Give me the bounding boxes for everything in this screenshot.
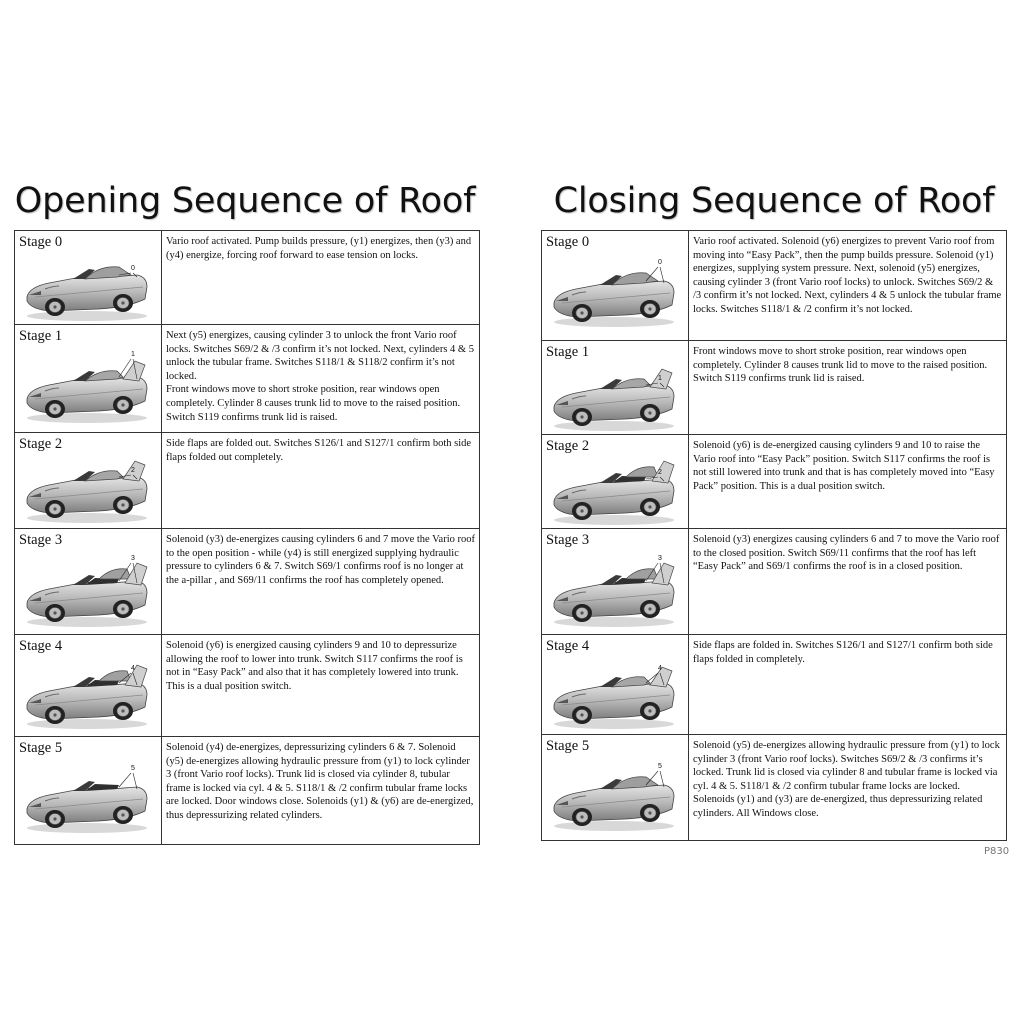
table-row <box>542 635 1007 735</box>
stage-description: Vario roof activated. Solenoid (y6) energizes to prevent Vario roof from moving into “Easy Pack”, then the pump builds pressure. Solenoid (y1) energizes, supplying system pressure. Next, solenoid (y5) energizes, causing cylinder 3 (front Vario roof locks) to unlock. Switches S69/2 & /3 confirm it’s not locked. Next, cylinders 4 & 5 unlock the tubular frame locks. Switches S118/1 & /2 confirm it’s not locked. <box>689 231 1007 341</box>
stage-label: Stage 2 <box>19 436 63 452</box>
stage-label: Stage 3 <box>19 532 63 548</box>
table-row <box>542 231 1007 341</box>
stage-label: Stage 3 <box>546 532 590 548</box>
stage-label: Stage 2 <box>546 438 590 454</box>
callout-number: 4 <box>131 665 135 672</box>
callout-number: 5 <box>658 763 662 770</box>
table-row <box>15 635 480 737</box>
opening-table <box>14 230 480 845</box>
stage-description: Front windows move to short stroke position, rear windows open completely. Cylinder 8 causes trunk lid to move to the raised position. Switch S119 confirms trunk lid is raised. <box>689 341 1007 435</box>
table-row <box>15 325 480 433</box>
callout-number: 2 <box>658 469 662 476</box>
stage-cell <box>542 231 689 341</box>
callout-number: 0 <box>658 259 662 266</box>
stage-label: Stage 4 <box>546 638 590 654</box>
table-row <box>542 529 1007 635</box>
stage-label: Stage 1 <box>19 328 63 344</box>
stage-description: Solenoid (y6) is de-energized causing cylinders 9 and 10 to raise the Vario roof into “Easy Pack” position. Switch S117 confirms the roof is not still lowered into trunk and that is has completely moved into “Easy Pack” position. This is a dual position switch. <box>689 435 1007 529</box>
stage-cell <box>542 341 689 435</box>
stage-description: Solenoid (y6) is energized causing cylinders 9 and 10 to depressurize allowing the roof to lower into trunk. Switch S117 confirms the roof is not in “Easy Pack” and also that it has completely lowered into trunk. This is a dual position switch. <box>162 635 480 737</box>
opening-title: Opening Sequence of Roof <box>14 181 476 221</box>
stage-description: Next (y5) energizes, causing cylinder 3 to unlock the front Vario roof locks. Switches S69/2 & /3 confirm it’s not locked. Next, cylinders 4 & 5 unlock the tubular frame. Switches S118/1 & S118/2 confirm it’s not locked. Front windows move to short stroke position, rear windows open completely. Cylinder 8 causes trunk lid to move to the raised position. Switch S119 confirms trunk lid is raised. <box>162 325 480 433</box>
stage-description: Vario roof activated. Pump builds pressure, (y1) energizes, then (y3) and (y4) energize, forcing roof forward to ease tension on locks. <box>162 231 480 325</box>
stage-cell <box>542 529 689 635</box>
stage-description: Side flaps are folded in. Switches S126/1 and S127/1 confirm both side flaps folded in completely. <box>689 635 1007 735</box>
car-illustration <box>546 757 682 833</box>
closing-title: Closing Sequence of Roof <box>553 181 995 221</box>
stage-cell <box>15 325 162 433</box>
stage-cell <box>15 433 162 529</box>
car-illustration <box>546 363 682 433</box>
callout-number: 1 <box>131 351 135 358</box>
closing-table <box>541 230 1007 841</box>
stage-label: Stage 0 <box>546 234 590 250</box>
table-row <box>15 433 480 529</box>
stage-description: Solenoid (y4) de-energizes, depressurizing cylinders 6 & 7. Solenoid (y5) de-energizes allowing hydraulic pressure from (y1) to lock cylinder 3 (front Vario roof locks). Trunk lid is closed via cylinder 8, tubular frame is locked via cyl. 4 & 5. S118/1 & /2 confirm tubular frame locks are locked. Door windows close. Solenoids (y1) & (y6) are de-energized, thus depressurizing related cylinders. <box>162 737 480 845</box>
stage-label: Stage 4 <box>19 638 63 654</box>
callout-number: 3 <box>658 555 662 562</box>
car-illustration <box>546 253 682 329</box>
stage-description: Solenoid (y5) de-energizes allowing hydraulic pressure from (y1) to lock cylinder 3 (front Vario roof locks). Switches S69/2 & /3 confirms it’s locked. Trunk lid is closed via cylinder 8 and tubular frame is locked via cyl. 4 & 5. S118/1 & /2 confirm tubular frame locks are locked. Solenoids (y1) and (y3) are de-energized, thus depressurizing related cylinders. All Windows close. <box>689 735 1007 841</box>
table-row <box>15 231 480 325</box>
callout-number: 1 <box>658 375 662 382</box>
car-illustration <box>546 657 682 731</box>
page-code: P830 <box>984 846 1010 857</box>
car-illustration <box>19 253 155 323</box>
stage-cell <box>15 231 162 325</box>
callout-number: 5 <box>131 765 135 772</box>
car-illustration <box>19 347 155 425</box>
car-illustration <box>19 455 155 525</box>
stage-description: Side flaps are folded out. Switches S126/1 and S127/1 confirm both side flaps folded out completely. <box>162 433 480 529</box>
car-illustration <box>546 457 682 527</box>
car-illustration <box>19 551 155 629</box>
stage-cell <box>542 735 689 841</box>
stage-cell <box>15 737 162 845</box>
stage-description: Solenoid (y3) energizes causing cylinders 6 and 7 to move the Vario roof to the closed position. Switch S69/11 confirms that the roof has left “Easy Pack” and S69/1 confirms the roof is in a closed position. <box>689 529 1007 635</box>
car-illustration <box>19 759 155 835</box>
stage-cell <box>15 529 162 635</box>
table-row <box>15 737 480 845</box>
callout-number: 4 <box>658 665 662 672</box>
stage-label: Stage 0 <box>19 234 63 250</box>
callout-number: 2 <box>131 467 135 474</box>
stage-label: Stage 1 <box>546 344 590 360</box>
stage-cell <box>542 635 689 735</box>
callout-number: 0 <box>131 265 135 272</box>
closing-panel <box>541 178 1007 841</box>
car-illustration <box>546 551 682 629</box>
car-illustration <box>19 657 155 731</box>
stage-cell <box>542 435 689 529</box>
stage-label: Stage 5 <box>19 740 63 756</box>
stage-label: Stage 5 <box>546 738 590 754</box>
opening-panel <box>14 178 480 845</box>
table-row <box>15 529 480 635</box>
stage-cell <box>15 635 162 737</box>
table-row <box>542 341 1007 435</box>
callout-number: 3 <box>131 555 135 562</box>
table-row <box>542 435 1007 529</box>
table-row <box>542 735 1007 841</box>
stage-description: Solenoid (y3) de-energizes causing cylinders 6 and 7 move the Vario roof to the open position - while (y4) is still energized supplying hydraulic pressure to cylinders 6 & 7. Switch S69/1 confirms roof is no longer at the a-pillar , and S69/11 confirms the roof has completely opened. <box>162 529 480 635</box>
